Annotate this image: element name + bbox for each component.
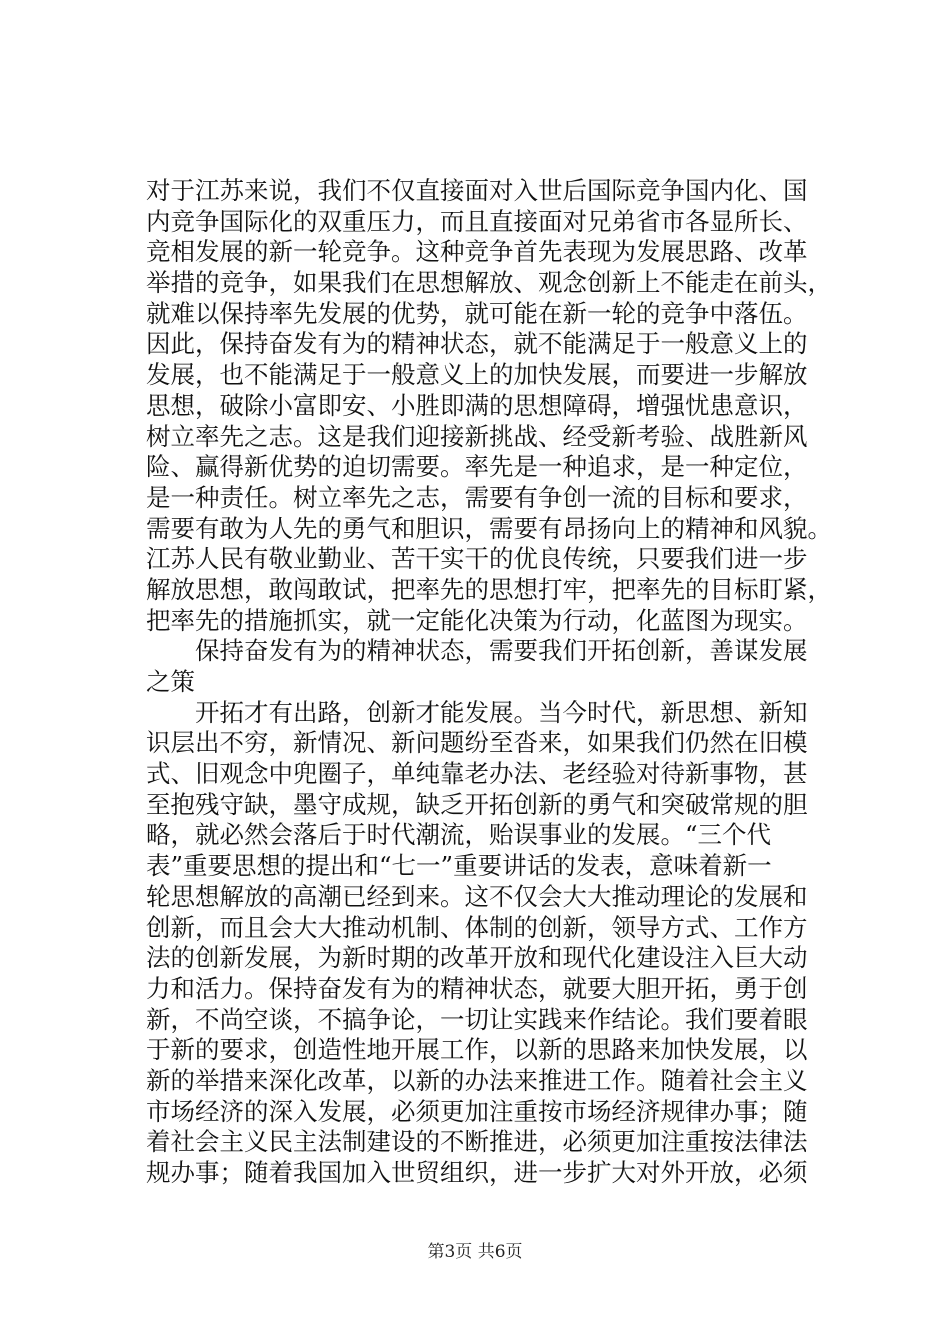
text-line: 举措的竞争，如果我们在思想解放、观念创新上不能走在前头， — [146, 268, 832, 298]
text-line: 新，不尚空谈，不搞争论，一切让实践来作结论。我们要着眼 — [146, 1004, 808, 1034]
text-line: 内竞争国际化的双重压力，而且直接面对兄弟省市各显所长、 — [146, 206, 808, 236]
text-line: 竞相发展的新一轮竞争。这种竞争首先表现为发展思路、改革 — [146, 237, 808, 267]
text-line: 于新的要求，创造性地开展工作，以新的思路来加快发展，以 — [146, 1035, 808, 1065]
text-line: 轮思想解放的高潮已经到来。这不仅会大大推动理论的发展和 — [146, 881, 808, 911]
text-line: 开拓才有出路，创新才能发展。当今时代，新思想、新知 — [195, 697, 808, 727]
text-line: 因此，保持奋发有为的精神状态，就不能满足于一般意义上的 — [146, 329, 808, 359]
text-line: 需要有敢为人先的勇气和胆识，需要有昂扬向上的精神和风貌。 — [146, 513, 832, 543]
text-line: 是一种责任。树立率先之志，需要有争创一流的目标和要求， — [146, 482, 808, 512]
text-line: 就难以保持率先发展的优势，就可能在新一轮的竞争中落伍。 — [146, 298, 808, 328]
text-line: 之策 — [146, 667, 195, 696]
text-line: 树立率先之志。这是我们迎接新挑战、经受新考验、战胜新风 — [146, 421, 808, 451]
page-footer: 第3页 共6页 — [427, 1242, 523, 1262]
text-line: 表”重要思想的提出和“七一”重要讲话的发表，意味着新一 — [146, 851, 772, 881]
text-line: 力和活力。保持奋发有为的精神状态，就要大胆开拓，勇于创 — [146, 973, 808, 1003]
text-line: 着社会主义民主法制建设的不断推进，必须更加注重按法律法 — [146, 1127, 808, 1157]
text-line: 法的创新发展，为新时期的改革开放和现代化建设注入巨大动 — [146, 943, 808, 973]
text-line: 险、赢得新优势的迫切需要。率先是一种追求，是一种定位， — [146, 452, 808, 482]
text-line: 至抱残守缺，墨守成规，缺乏开拓创新的勇气和突破常规的胆 — [146, 789, 808, 819]
text-line: 解放思想，敢闯敢试，把率先的思想打牢，把率先的目标盯紧， — [146, 574, 832, 604]
text-line: 思想，破除小富即安、小胜即满的思想障碍，增强忧患意识， — [146, 390, 808, 420]
text-line: 规办事；随着我国加入世贸组织，进一步扩大对外开放，必须 — [146, 1158, 808, 1187]
text-line: 把率先的措施抓实，就一定能化决策为行动，化蓝图为现实。 — [146, 605, 808, 635]
text-line: 式、旧观念中兜圈子，单纯靠老办法、老经验对待新事物，甚 — [146, 759, 808, 789]
text-line: 创新，而且会大大推动机制、体制的创新，领导方式、工作方 — [146, 912, 808, 942]
text-line: 发展，也不能满足于一般意义上的加快发展，而要进一步解放 — [146, 360, 808, 390]
text-line: 江苏人民有敬业勤业、苦干实干的优良传统，只要我们进一步 — [146, 544, 808, 574]
text-line: 对于江苏来说，我们不仅直接面对入世后国际竞争国内化、国 — [146, 176, 808, 205]
text-line: 市场经济的深入发展，必须更加注重按市场经济规律办事；随 — [146, 1096, 808, 1126]
document-body — [146, 176, 846, 1189]
text-line: 新的举措来深化改革，以新的办法来推进工作。随着社会主义 — [146, 1065, 808, 1095]
text-line: 识层出不穷，新情况、新问题纷至沓来，如果我们仍然在旧模 — [146, 728, 808, 758]
text-line: 略，就必然会落后于时代潮流，贻误事业的发展。“三个代 — [146, 820, 772, 850]
text-line: 保持奋发有为的精神状态，需要我们开拓创新，善谋发展 — [195, 636, 808, 666]
